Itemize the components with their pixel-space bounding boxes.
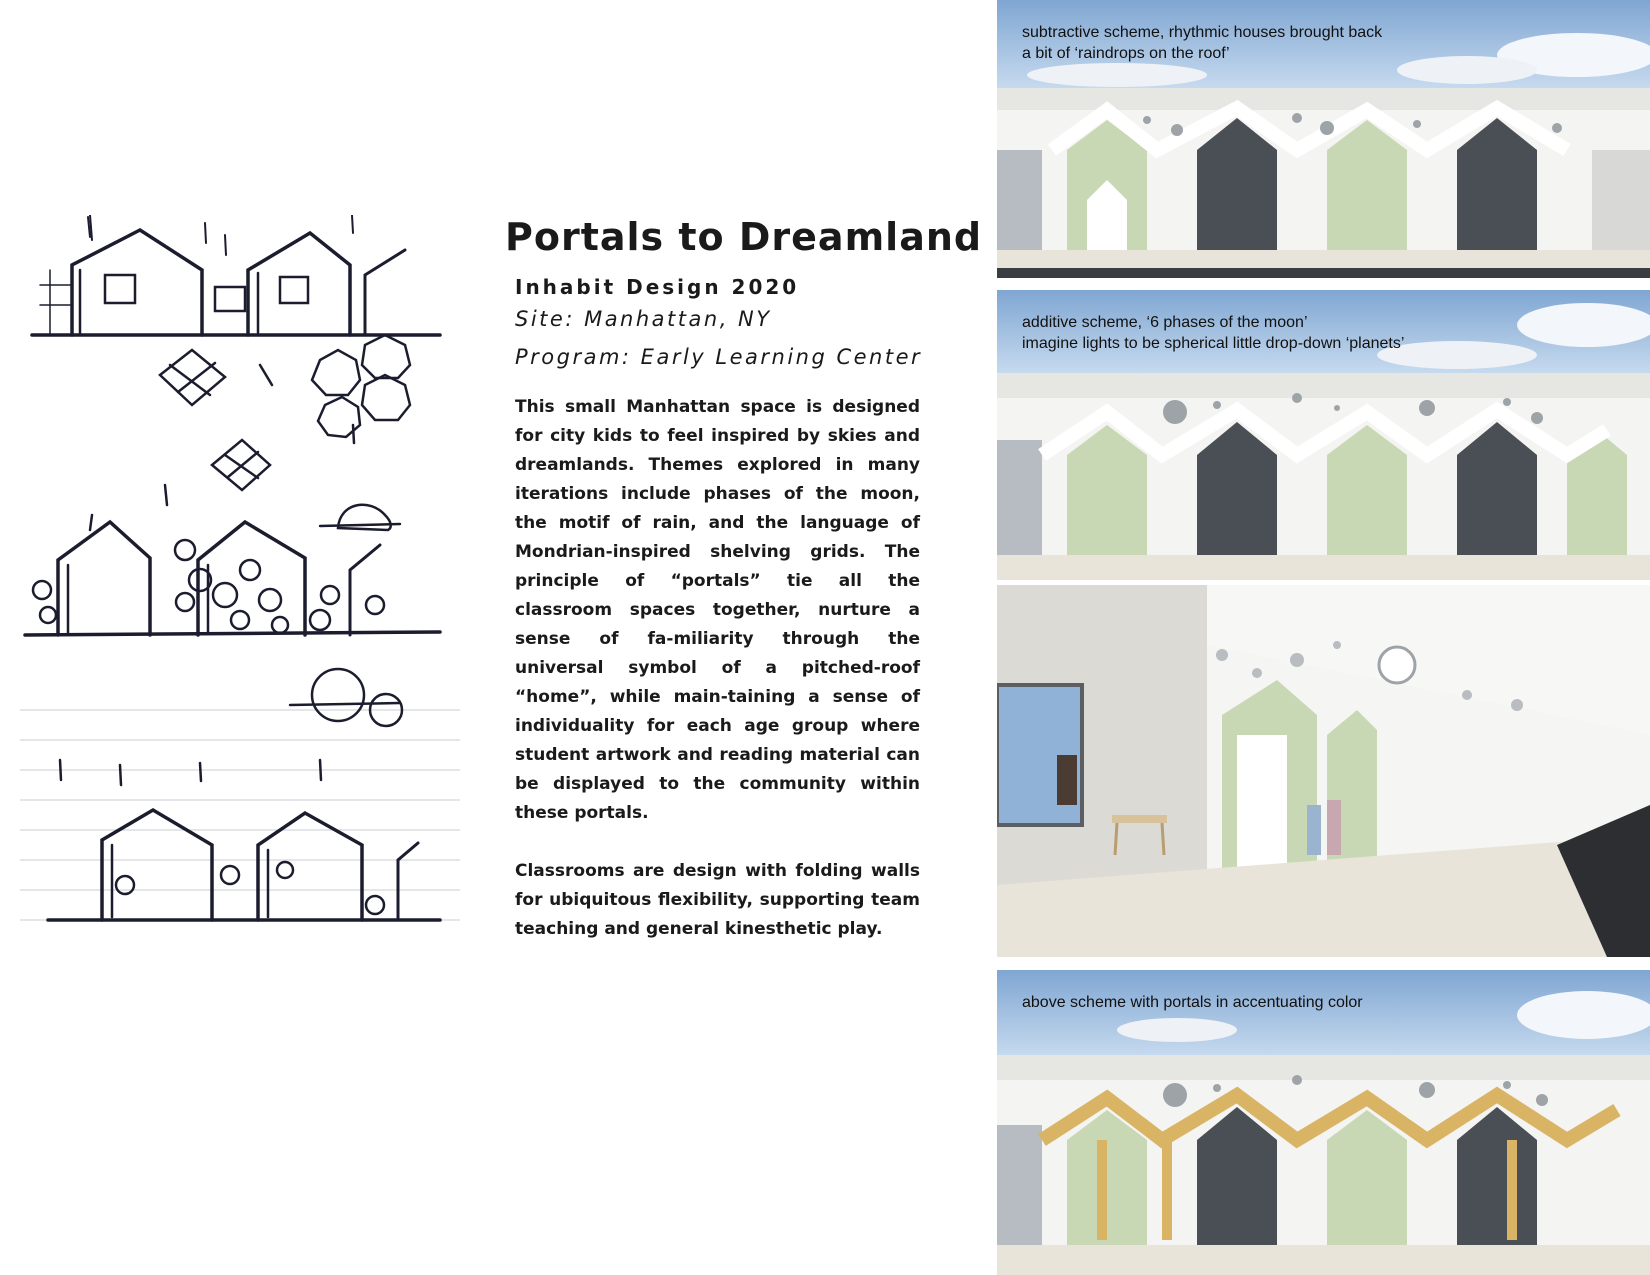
render-additive-scheme — [997, 290, 1650, 580]
description-paragraph: Classrooms are design with folding walls for ubiquitous flexibility, supporting team teaching and general kinesthetic play. — [515, 861, 920, 939]
sketch-houses-bubbles — [20, 430, 465, 650]
sketch-houses-grid — [20, 215, 465, 445]
render-subtractive-scheme — [997, 0, 1650, 278]
description-paragraph: This small Manhattan space is designed for city kids to feel inspired by skies and dreamlands. Themes explored in many iterations include phases of the moon, the motif of rain, and the language of Mondrian-inspired shelving grids. The principle of “portals” tie all the classroom spaces together, nurture a sense of fa-miliarity through the universal symbol of a pitched-roof “home”, while main-taining a sense of individuality for each age group where student artwork and reading material can be displayed to the community within these portals. — [515, 397, 920, 823]
render-perspective-view — [997, 585, 1650, 957]
sketch-houses-lined — [20, 665, 465, 965]
concept-sketches — [20, 215, 465, 1005]
render-caption: additive scheme, ‘6 phases of the moon’ imagine lights to be spherical little drop-down ‘planets’ — [1022, 314, 1405, 352]
project-subtitle: Inhabit Design 2020 — [515, 275, 800, 299]
site-info: Site: Manhattan, NY — [515, 307, 772, 331]
page-title: Portals to Dreamland — [505, 215, 983, 259]
project-description — [505, 215, 983, 973]
program-info: Program: Early Learning Center — [515, 345, 923, 369]
render-caption: subtractive scheme, rhythmic houses brought back a bit of ‘raindrops on the roof’ — [1022, 24, 1383, 62]
render-accent-color-scheme — [997, 970, 1650, 1275]
description-body — [515, 393, 920, 944]
render-caption: above scheme with portals in accentuating color — [1022, 994, 1363, 1011]
